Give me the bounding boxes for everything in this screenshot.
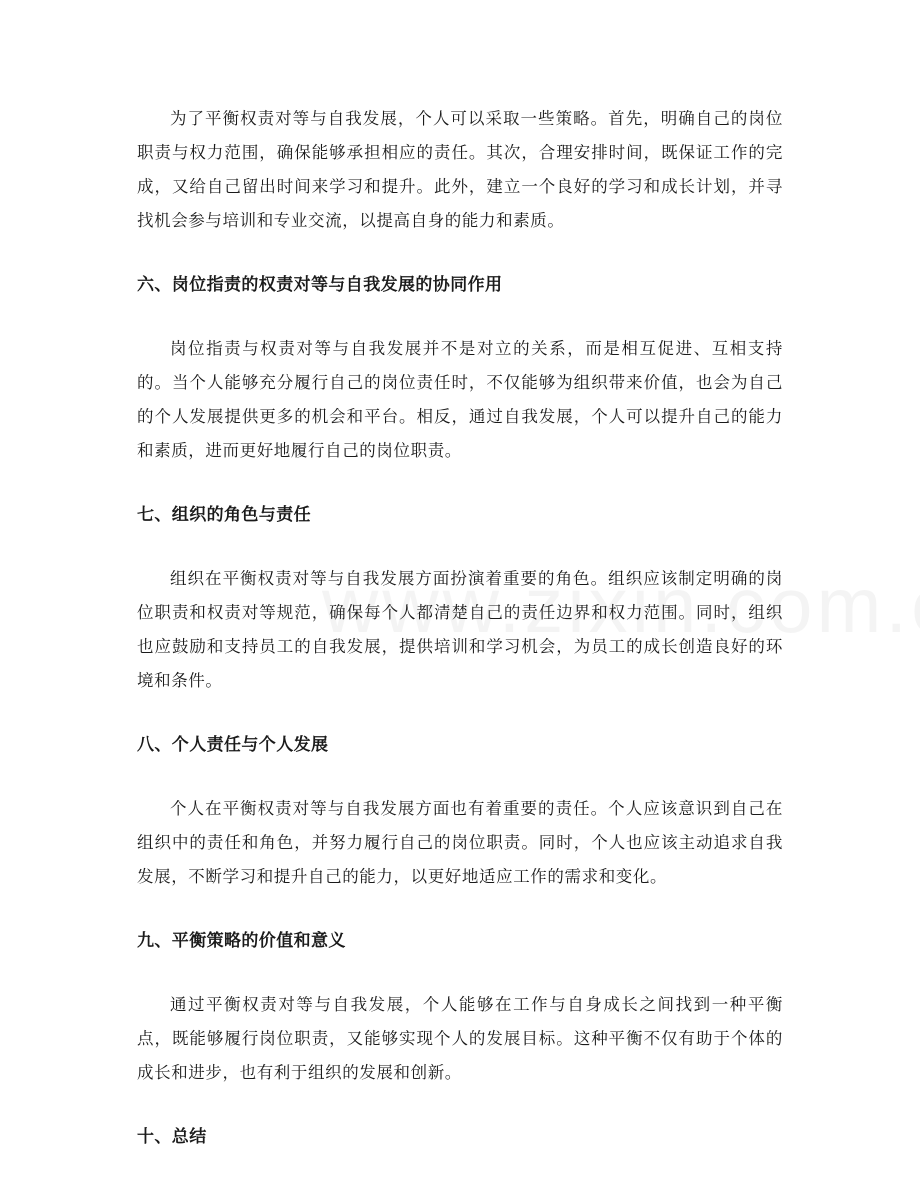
heading-section-8: 八、个人责任与个人发展 [137,735,329,755]
heading-section-9: 九、平衡策略的价值和意义 [137,931,346,951]
paragraph-section-8: 个人在平衡权责对等与自我发展方面也有着重要的责任。个人应该意识到自己在组织中的责任和角色，并努力履行自己的岗位职责。同时，个人也应该主动追求自我发展，不断学习和提升自己的能力，以更好地适应工作的需求和变化。 [137,799,783,886]
paragraph-section-6: 岗位指责与权责对等与自我发展并不是对立的关系，而是相互促进、互相支持的。当个人能够充分履行自己的岗位责任时，不仅能够为组织带来价值，也会为自己的个人发展提供更多的机会和平台。相反，通过自我发展，个人可以提升自己的能力和素质，进而更好地履行自己的岗位职责。 [137,339,783,460]
paragraph-strategies: 为了平衡权责对等与自我发展，个人可以采取一些策略。首先，明确自己的岗位职责与权力范围，确保能够承担相应的责任。其次，合理安排时间，既保证工作的完成，又给自己留出时间来学习和提升。此外，建立一个良好的学习和成长计划，并寻找机会参与培训和专业交流，以提高自身的能力和素质。 [137,109,783,230]
paragraph-section-7: 组织在平衡权责对等与自我发展方面扮演着重要的角色。组织应该制定明确的岗位职责和权责对等规范，确保每个人都清楚自己的责任边界和权力范围。同时，组织也应鼓励和支持员工的自我发展，提供培训和学习机会，为员工的成长创造良好的环境和条件。 [137,569,783,690]
heading-section-10: 十、总结 [137,1127,207,1147]
heading-section-6: 六、岗位指责的权责对等与自我发展的协同作用 [137,275,503,295]
document-page [137,102,783,1154]
paragraph-section-9: 通过平衡权责对等与自我发展，个人能够在工作与自身成长之间找到一种平衡点，既能够履行岗位职责，又能够实现个人的发展目标。这种平衡不仅有助于个体的成长和进步，也有利于组织的发展和创新。 [137,995,783,1082]
heading-section-7: 七、组织的角色与责任 [137,505,311,525]
